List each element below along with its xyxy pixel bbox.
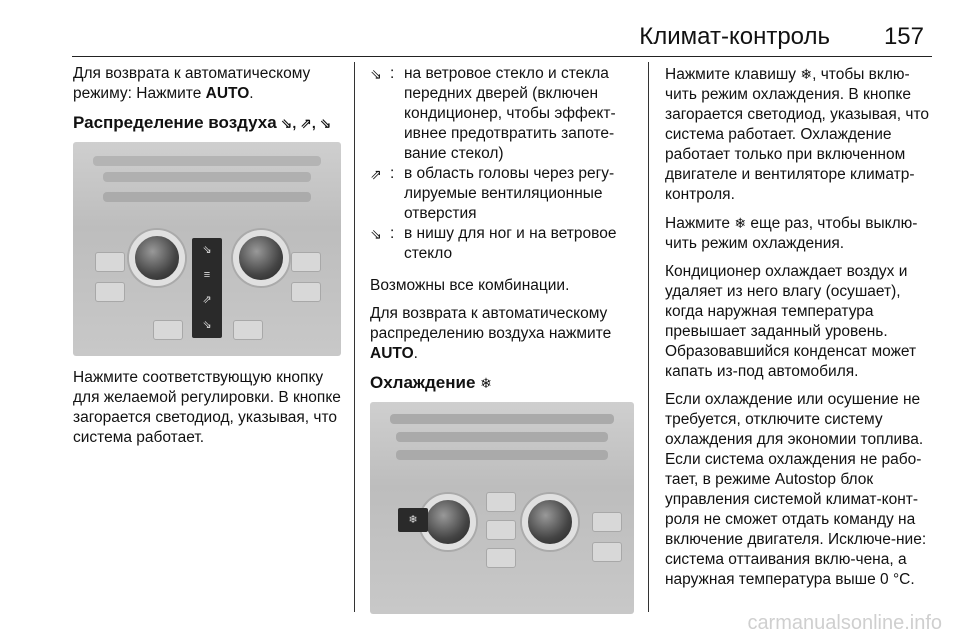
section-title: Климат-контроль	[639, 23, 830, 50]
combinations-text: Возможны все комбинации.	[370, 277, 570, 294]
vent-slat	[103, 172, 311, 182]
definition-text: на ветровое стекло и стекла передних дверей (включен кондиционер, чтобы эффект-ивнее предотвратить запоте-вание стекол)	[404, 65, 616, 162]
panel-button	[153, 320, 183, 340]
windscreen-air-icon: ⇘	[370, 66, 382, 82]
auto-label: AUTO	[205, 85, 250, 102]
panel-button	[592, 512, 622, 532]
air-distribution-buttons	[192, 238, 222, 338]
right-temperature-knob	[522, 494, 578, 550]
footwell-air-icon: ⇘	[202, 319, 212, 331]
snowflake-icon: ❄	[480, 375, 492, 391]
panel-button	[95, 252, 125, 272]
head-air-icon: ⇗	[370, 166, 382, 182]
cooling-heading: Охлаждение ❄	[370, 373, 492, 392]
definition-row: ⇘ : в нишу для ног и на ветровое стекло	[370, 224, 640, 264]
column-divider-2	[648, 62, 649, 612]
cooling-on-text: Нажмите клавишу ❄, чтобы вклю-чить режим охлаждения. В кнопке загорается светодиод, указывая, что система работает. Охлаждение работает только при включенном двигателе и вентиляторе климатр-контроля.	[665, 66, 930, 203]
economy-text: Если охлаждение или осушение не требуется, отключите систему охлаждения для экономии топлива. Если система охлаждения не рабо-тает, в режиме Autostop блок управления системой климат-конт-роля не сможет отдать команду на включение двигателя. Исключе-ние: система оттаивания вклю-чена, а наружная температура выше 0 °С.	[665, 391, 927, 588]
vent-slat	[390, 414, 614, 424]
definition-row: ⇘ : на ветровое стекло и стекла передних дверей (включен кондиционер, чтобы эффект-ивнее предотвратить запоте-вание стекол)	[370, 64, 640, 164]
panel-button	[486, 520, 516, 540]
snowflake-icon: ❄	[734, 215, 747, 231]
vent-slat	[103, 192, 311, 202]
column-2	[370, 64, 640, 626]
cooling-off-text: Нажмите ❄ еще раз, чтобы выклю-чить режим охлаждения.	[665, 215, 918, 252]
vent-slat	[93, 156, 321, 166]
vent-slat	[396, 432, 608, 442]
left-temperature-knob	[420, 494, 476, 550]
panel-button	[592, 542, 622, 562]
panel-button	[486, 492, 516, 512]
definition-row: ⇗ : в область головы через регу-лируемые вентиляционные отверстия	[370, 164, 640, 224]
panel-button	[95, 282, 125, 302]
watermark: carmanualsonline.info	[747, 612, 942, 634]
cooling-button	[398, 508, 428, 532]
air-distribution-icons: ⇘, ⇗, ⇘	[276, 115, 332, 131]
snowflake-icon: ❄	[408, 514, 418, 526]
head-air-icon: ≡	[203, 269, 211, 281]
column-divider-1	[354, 62, 355, 612]
auto-distribution-text: Для возврата к автоматическому распределению воздуха нажмите AUTO.	[370, 305, 612, 362]
page-number: 157	[883, 23, 924, 50]
cooling-panel-photo	[370, 402, 634, 614]
air-distribution-caption: Нажмите соответствующую кнопку для желаемой регулировки. В кнопке загорается светодиод, указывая, что система работает.	[73, 369, 341, 446]
header-rule	[72, 56, 932, 57]
panel-button	[233, 320, 263, 340]
panel-button	[291, 282, 321, 302]
footwell-air-icon: ⇘	[370, 226, 382, 242]
climate-panel-photo	[73, 142, 341, 356]
panel-button	[291, 252, 321, 272]
left-temperature-knob	[129, 230, 185, 286]
page-header	[72, 22, 930, 54]
column-3	[665, 64, 930, 598]
panel-button	[486, 548, 516, 568]
dehumidify-text: Кондиционер охлаждает воздух и удаляет из него влагу (осушает), когда наружная температура превышает заданный уровень. Образовавшийся конденсат может капать из-под автомобиля.	[665, 263, 917, 380]
right-temperature-knob	[233, 230, 289, 286]
windscreen-air-icon: ⇘	[202, 244, 212, 256]
definition-text: в область головы через регу-лируемые вентиляционные отверстия	[404, 165, 615, 222]
face-air-icon: ⇗	[202, 294, 212, 306]
snowflake-icon: ❄	[800, 66, 813, 82]
auto-return-text: Для возврата к автоматическому режиму: Нажмите AUTO.	[73, 65, 311, 102]
definition-text: в нишу для ног и на ветровое стекло	[404, 225, 617, 262]
air-distribution-heading: Распределение воздуха ⇘, ⇗, ⇘	[73, 113, 332, 132]
column-1	[73, 64, 341, 456]
vent-slat	[396, 450, 608, 460]
auto-label: AUTO	[370, 345, 414, 362]
